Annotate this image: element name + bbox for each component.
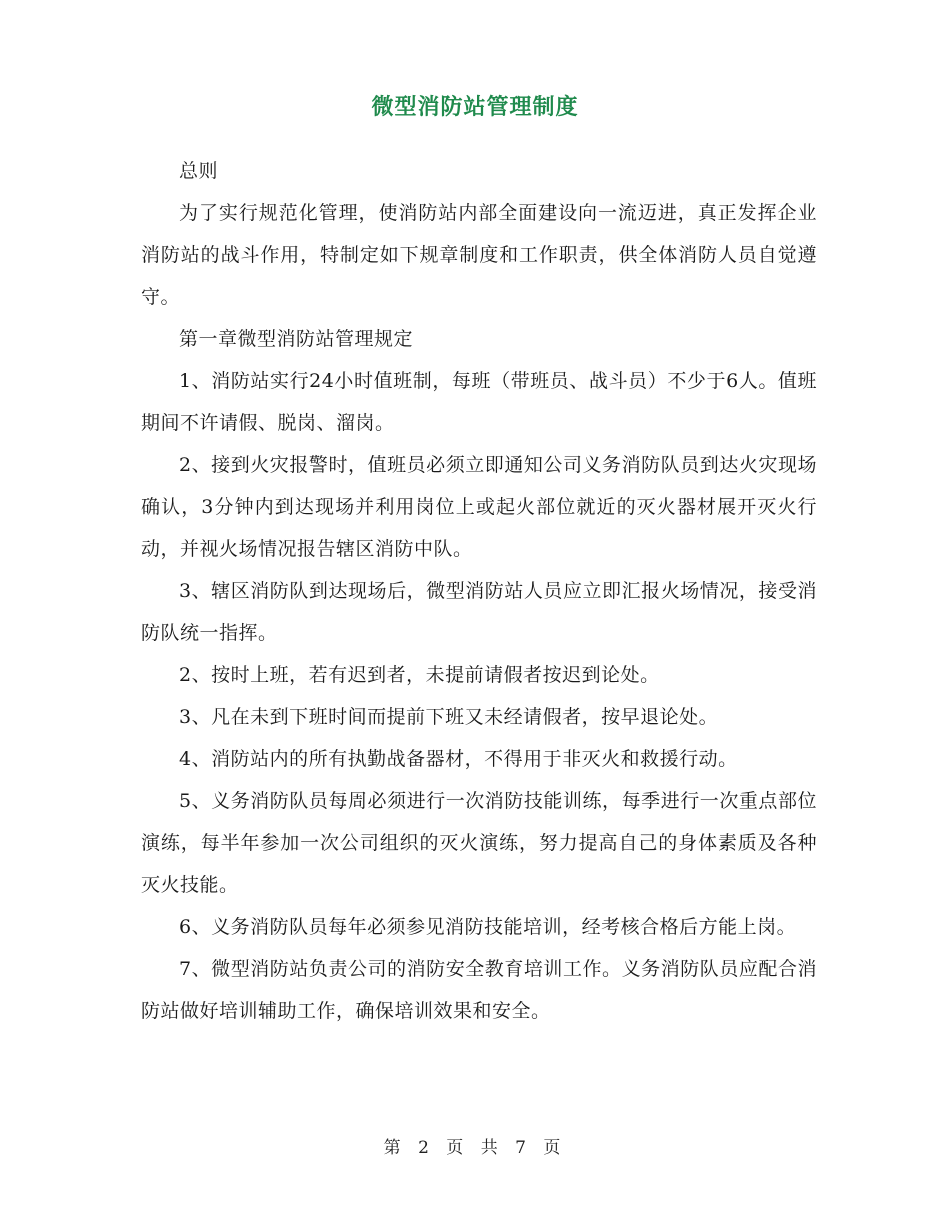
- paragraph-rule: 7、微型消防站负责公司的消防安全教育培训工作。义务消防队员应配合消防站做好培训辅助工作，确保培训效果和安全。: [141, 958, 817, 1022]
- paragraph-rule: 1、消防站实行24小时值班制，每班（带班员、战斗员）不少于6人。值班期间不许请假、脱岗、溜岗。: [141, 370, 817, 434]
- paragraph-rule: 4、消防站内的所有执勤战备器材，不得用于非灭火和救援行动。: [179, 748, 738, 770]
- page-number: 第 2 页 共 7 页: [383, 1138, 567, 1158]
- paragraph-rule: 2、接到火灾报警时，值班员必须立即通知公司义务消防队员到达火灾现场确认，3分钟内到达现场并利用岗位上或起火部位就近的灭火器材展开灭火行动，并视火场情况报告辖区消防中队。: [141, 454, 817, 560]
- paragraph-general-heading: 总则: [179, 160, 219, 182]
- document-title: 微型消防站管理制度: [371, 95, 579, 120]
- paragraph-rule: 3、凡在未到下班时间而提前下班又未经请假者，按早退论处。: [179, 706, 719, 728]
- paragraph-rule: 3、辖区消防队到达现场后，微型消防站人员应立即汇报火场情况，接受消防队统一指挥。: [141, 580, 817, 644]
- paragraph-intro: 为了实行规范化管理，使消防站内部全面建设向一流迈进，真正发挥企业消防站的战斗作用，特制定如下规章制度和工作职责，供全体消防人员自觉遵守。: [141, 202, 817, 308]
- paragraph-rule: 5、义务消防队员每周必须进行一次消防技能训练，每季进行一次重点部位演练，每半年参加一次公司组织的灭火演练，努力提高自己的身体素质及各种灭火技能。: [141, 790, 817, 896]
- paragraph-chapter-heading: 第一章微型消防站管理规定: [179, 328, 414, 350]
- paragraph-rule: 6、义务消防队员每年必须参见消防技能培训，经考核合格后方能上岗。: [179, 916, 797, 938]
- document-body: [141, 150, 817, 1032]
- paragraph-rule: 2、按时上班，若有迟到者，未提前请假者按迟到论处。: [179, 664, 660, 686]
